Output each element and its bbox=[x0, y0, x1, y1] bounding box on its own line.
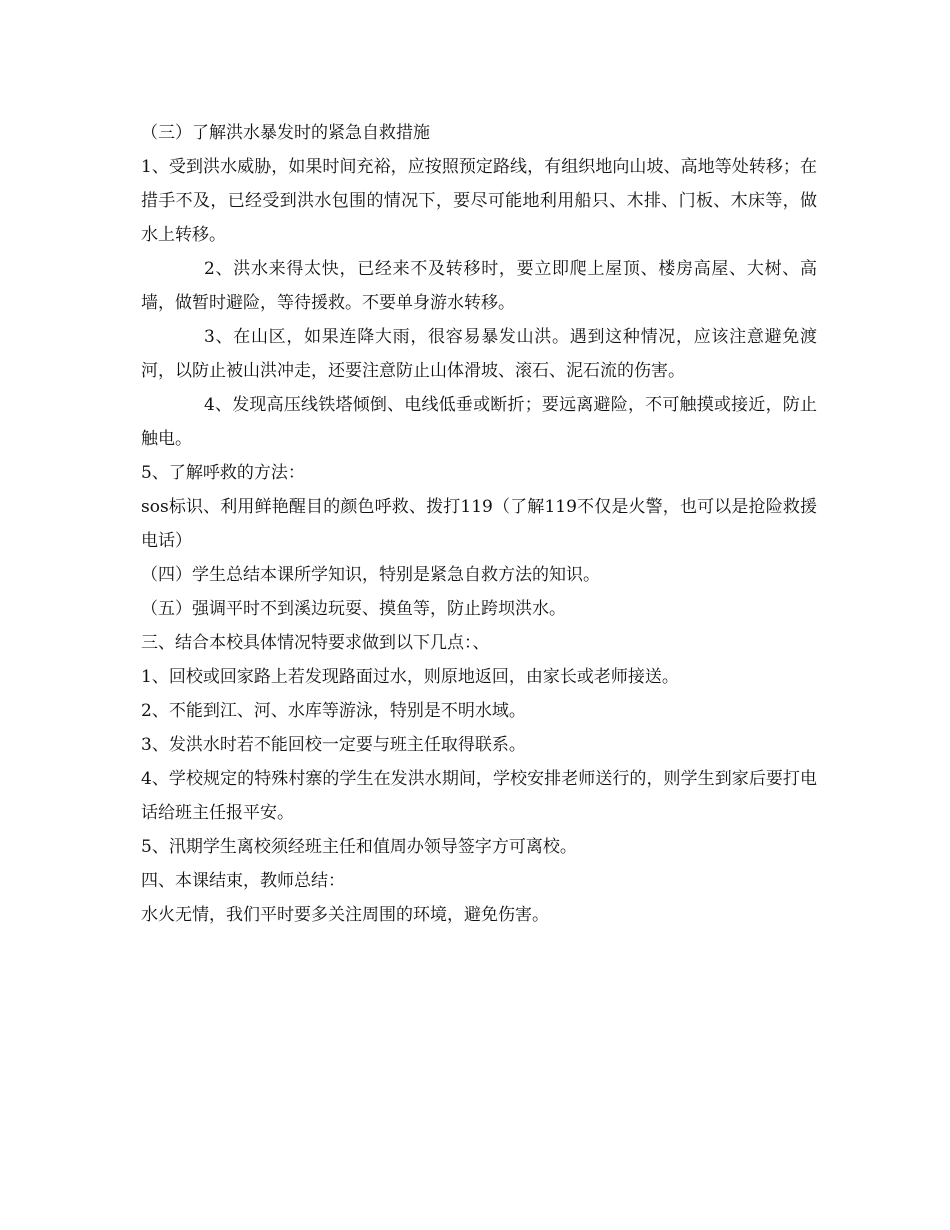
paragraph-section-3-heading: （三）了解洪水暴发时的紧急自救措施 bbox=[141, 123, 430, 143]
document-body bbox=[141, 116, 817, 932]
paragraph-section-5: （五）强调平时不到溪边玩耍、摸鱼等，防止跨坝洪水。 bbox=[141, 599, 566, 619]
paragraph-conclusion: 水火无情，我们平时要多关注周围的环境，避免伤害。 bbox=[141, 905, 549, 925]
paragraph-item-1: 1、受到洪水威胁，如果时间充裕，应按照预定路线，有组织地向山坡、高地等处转移；在措手不及，已经受到洪水包围的情况下，要尽可能地利用船只、木排、门板、木床等，做水上转移。 bbox=[141, 157, 817, 245]
paragraph-rule-5: 5、汛期学生离校须经班主任和值周办领导签字方可离校。 bbox=[141, 837, 577, 857]
paragraph-rule-1: 1、回校或回家路上若发现路面过水，则原地返回，由家长或老师接送。 bbox=[141, 667, 679, 687]
paragraph-item-3: 3、在山区，如果连降大雨，很容易暴发山洪。遇到这种情况，应该注意避免渡河，以防止被山洪冲走，还要注意防止山体滑坡、滚石、泥石流的伤害。 bbox=[141, 327, 817, 381]
paragraph-item-2: 2、洪水来得太快，已经来不及转移时，要立即爬上屋顶、楼房高屋、大树、高墙，做暂时避险，等待援救。不要单身游水转移。 bbox=[141, 259, 817, 313]
paragraph-item-4: 4、发现高压线铁塔倾倒、电线低垂或断折；要远离避险，不可触摸或接近，防止触电。 bbox=[141, 395, 817, 449]
paragraph-rule-2: 2、不能到江、河、水库等游泳，特别是不明水域。 bbox=[141, 701, 526, 721]
paragraph-rescue-methods: sos标识、利用鲜艳醒目的颜色呼救、拨打119（了解119不仅是火警，也可以是抢险救援电话） bbox=[141, 497, 817, 551]
paragraph-item-5: 5、了解呼救的方法： bbox=[141, 463, 305, 483]
paragraph-part-4-heading: 四、本课结束，教师总结： bbox=[141, 871, 345, 891]
paragraph-rule-3: 3、发洪水时若不能回校一定要与班主任取得联系。 bbox=[141, 735, 526, 755]
paragraph-section-4: （四）学生总结本课所学知识，特别是紧急自救方法的知识。 bbox=[141, 565, 600, 585]
paragraph-rule-4: 4、学校规定的特殊村寨的学生在发洪水期间，学校安排老师送行的，则学生到家后要打电话给班主任报平安。 bbox=[141, 769, 817, 823]
paragraph-part-3-heading: 三、结合本校具体情况特要求做到以下几点：、 bbox=[141, 633, 490, 653]
